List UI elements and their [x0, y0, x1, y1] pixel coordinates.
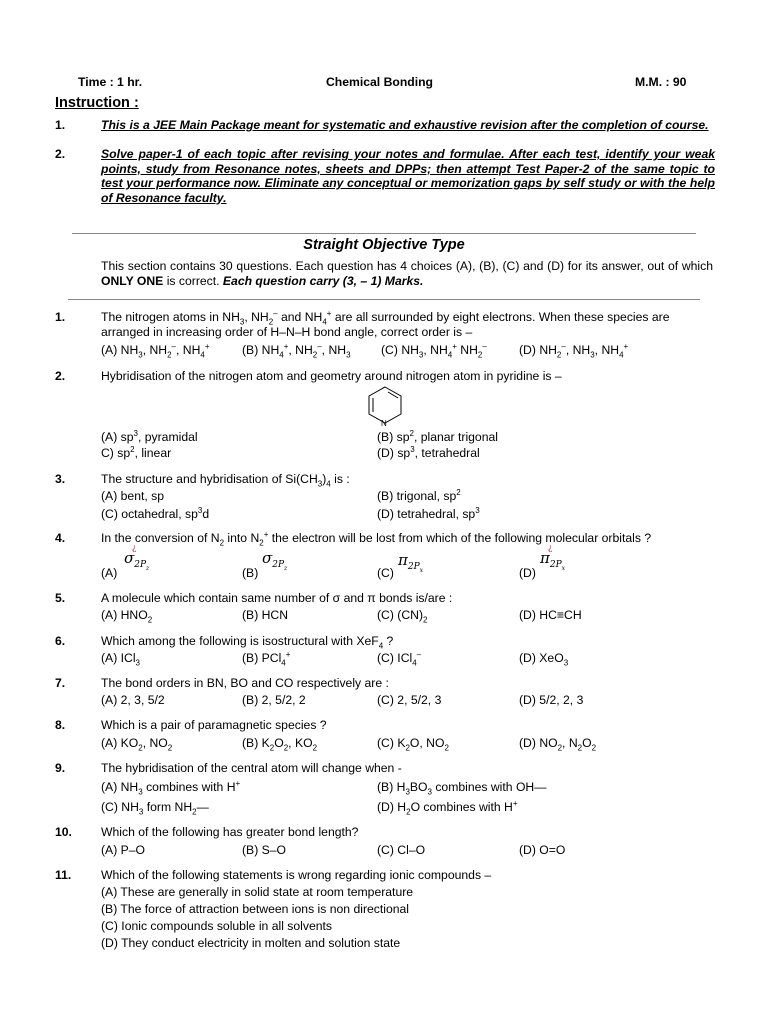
question-11: [55, 868, 715, 883]
option-c[interactable]: (C) Ionic compounds soluble in all solvents: [101, 919, 332, 933]
question-text: The bond orders in BN, BO and CO respectively are :: [101, 676, 389, 690]
question-text: The structure and hybridisation of $Si(CH_3)_4$ is :: [101, 472, 350, 489]
question-8: [55, 718, 715, 733]
divider: [72, 233, 696, 234]
option-c[interactable]: (C) $NH_3$, $NH_4^+$ $NH_2^-$: [381, 341, 487, 360]
instruction-text: This is a JEE Main Package meant for systematic and exhaustive revision after the completion of course.: [101, 118, 709, 132]
question-9: [55, 761, 715, 776]
option-a[interactable]: (A) P–O: [101, 843, 146, 857]
question-text: Which of the following statements is wrong regarding ionic compounds –: [101, 868, 492, 882]
question-number: 6.: [55, 634, 66, 648]
max-marks: M.M. : 90: [635, 75, 687, 89]
question-text: Which is a pair of paramagnetic species ?: [101, 718, 327, 732]
question-text: The hybridisation of the central atom will change when -: [101, 761, 402, 775]
question-3: [55, 472, 715, 487]
sigma-star-2pz-orbital: ¿ $\sigma_{2Pz}$: [124, 543, 150, 572]
instruction-heading: Instruction :: [55, 95, 139, 111]
question-text: A molecule which contain same number of σ and π bonds is/are :: [101, 591, 453, 605]
option-a[interactable]: (A) These are generally in solid state at room temperature: [101, 885, 414, 899]
option-c[interactable]: (C) ICl$_4$–: [377, 649, 422, 668]
option-d[interactable]: (D): [519, 566, 536, 580]
question-text: Which of the following has greater bond length?: [101, 825, 359, 839]
paper-title: Chemical Bonding: [326, 75, 433, 89]
option-a[interactable]: (A) $NH_3$, $NH_2^-$, $NH_4^+$: [101, 341, 210, 360]
section-title: Straight Objective Type: [303, 237, 465, 253]
option-a[interactable]: (A) ICl$_3$: [101, 651, 140, 668]
option-a[interactable]: (A) $HNO_2$: [101, 608, 153, 625]
option-c[interactable]: (C) octahedral, $sp^3d$: [101, 505, 210, 521]
option-c[interactable]: (C) $K_2O$, $NO_2$: [377, 736, 449, 753]
option-c[interactable]: (C): [377, 566, 394, 580]
option-d[interactable]: (D) $NO_2$, $N_2O_2$: [519, 736, 597, 753]
time-label: Time : 1 hr.: [78, 75, 143, 89]
option-b[interactable]: (B) trigonal, $sp^2$: [377, 487, 461, 503]
question-number: 1.: [55, 310, 66, 324]
question-number: 7.: [55, 676, 66, 690]
option-b[interactable]: (B) The force of attraction between ions is non directional: [101, 902, 410, 916]
option-c[interactable]: (C) $NH_3$ form $NH_2—$: [101, 800, 209, 817]
instruction-number: 2.: [55, 147, 66, 161]
question-6: [55, 634, 715, 649]
pi-star-2px-orbital: ¿ $\pi_{2Px}$: [540, 543, 566, 572]
option-b[interactable]: (B): [242, 566, 259, 580]
option-d[interactable]: (D) 5/2, 2, 3: [519, 693, 584, 707]
question-2: [55, 369, 715, 384]
option-b[interactable]: (B) $sp^2$, planar trigonal: [377, 428, 498, 444]
question-number: 5.: [55, 591, 66, 605]
option-d[interactable]: (D) O=O: [519, 843, 566, 857]
option-d[interactable]: (D) XeO$_3$: [519, 651, 569, 668]
option-b[interactable]: (B) $H_3BO_3$ combines with OH—: [377, 780, 547, 797]
question-7: [55, 676, 715, 691]
question-5: [55, 591, 715, 606]
option-b[interactable]: (B) 2, 5/2, 2: [242, 693, 306, 707]
option-d[interactable]: (D) They conduct electricity in molten and solution state: [101, 936, 401, 950]
option-b[interactable]: (B) $NH_4^+$, $NH_2^-$, $NH_3$: [242, 341, 351, 360]
option-d[interactable]: (D) HC≡CH: [519, 608, 582, 622]
instruction-text: Solve paper-1 of each topic after revising your notes and formulae. After each test, identify your weak points, study from Resonance notes, sheets and DPPs; then attempt Test Paper-2 of the same topic to test your performance now. Eliminate any conceptual or memorization gaps by self study or with the help of Resonance faculty.: [101, 147, 715, 205]
instruction-item: [55, 118, 715, 133]
divider: [68, 299, 700, 300]
option-c[interactable]: (C) $(CN)_2$: [377, 608, 428, 625]
option-b[interactable]: (B) $K_2O_2$, $KO_2$: [242, 736, 318, 753]
instruction-number: 1.: [55, 118, 66, 132]
option-d[interactable]: (D) tetrahedral, $sp^3$: [377, 505, 480, 521]
question-number: 8.: [55, 718, 66, 732]
option-b[interactable]: (B) S–O: [242, 843, 287, 857]
question-4: [55, 531, 715, 546]
option-a[interactable]: (A) 2, 3, 5/2: [101, 693, 165, 707]
option-a[interactable]: (A) $KO_2$, $NO_2$: [101, 736, 173, 753]
option-a[interactable]: (A): [101, 566, 118, 580]
question-number: 9.: [55, 761, 66, 775]
sigma-2pz-orbital: $\sigma_{2Pz}$: [262, 549, 288, 572]
question-number: 10.: [55, 825, 72, 839]
option-c[interactable]: (C) 2, 5/2, 3: [377, 693, 442, 707]
question-1: [55, 310, 715, 339]
question-10: [55, 825, 715, 840]
option-a[interactable]: (A) bent, sp: [101, 489, 164, 503]
question-number: 4.: [55, 531, 66, 545]
question-text: Which among the following is isostructural with XeF$_4$ ?: [101, 634, 394, 651]
instruction-item: [55, 147, 715, 205]
option-b[interactable]: (B) PCl$_4$+: [242, 649, 291, 668]
question-text: The nitrogen atoms in $NH_3$, $NH_2^-$ and $NH_4^+$ are all surrounded by eight electrons. When these species are arranged in increasing order of H–N–H bond angle, correct order is –: [101, 308, 670, 339]
option-d[interactable]: (D) $sp^3$, tetrahedral: [377, 444, 480, 460]
option-a[interactable]: (A) $sp^3$, pyramidal: [101, 428, 198, 444]
question-number: 3.: [55, 472, 66, 486]
option-d[interactable]: (D) $H_2O$ combines with H+: [377, 798, 518, 817]
option-a[interactable]: (A) $NH_3$ combines with H+: [101, 778, 241, 797]
nitrogen-label: N: [381, 419, 387, 428]
option-c[interactable]: (C) Cl–O: [377, 843, 426, 857]
question-number: 2.: [55, 369, 66, 383]
pi-2px-orbital: $\pi_{2Px}$: [398, 551, 424, 574]
question-text: Hybridisation of the nitrogen atom and geometry around nitrogen atom in pyridine is –: [101, 369, 562, 383]
pyridine-structure: [362, 384, 408, 428]
question-number: 11.: [55, 868, 72, 882]
option-b[interactable]: (B) HCN: [242, 608, 289, 622]
option-c[interactable]: C) $sp^2$, linear: [101, 444, 172, 460]
section-description: This section contains 30 questions. Each question has 4 choices (A), (B), (C) and (D) for its answer, out of which ONLY ONE is correct. Each question carry (3, – 1) Marks.: [101, 259, 713, 288]
option-d[interactable]: (D) $NH_2^-$, $NH_3$, $NH_4^+$: [519, 341, 629, 360]
question-text: In the conversion of $N_2$ into $N_2^+$ the electron will be lost from which of the following molecular orbitals ?: [101, 529, 652, 548]
